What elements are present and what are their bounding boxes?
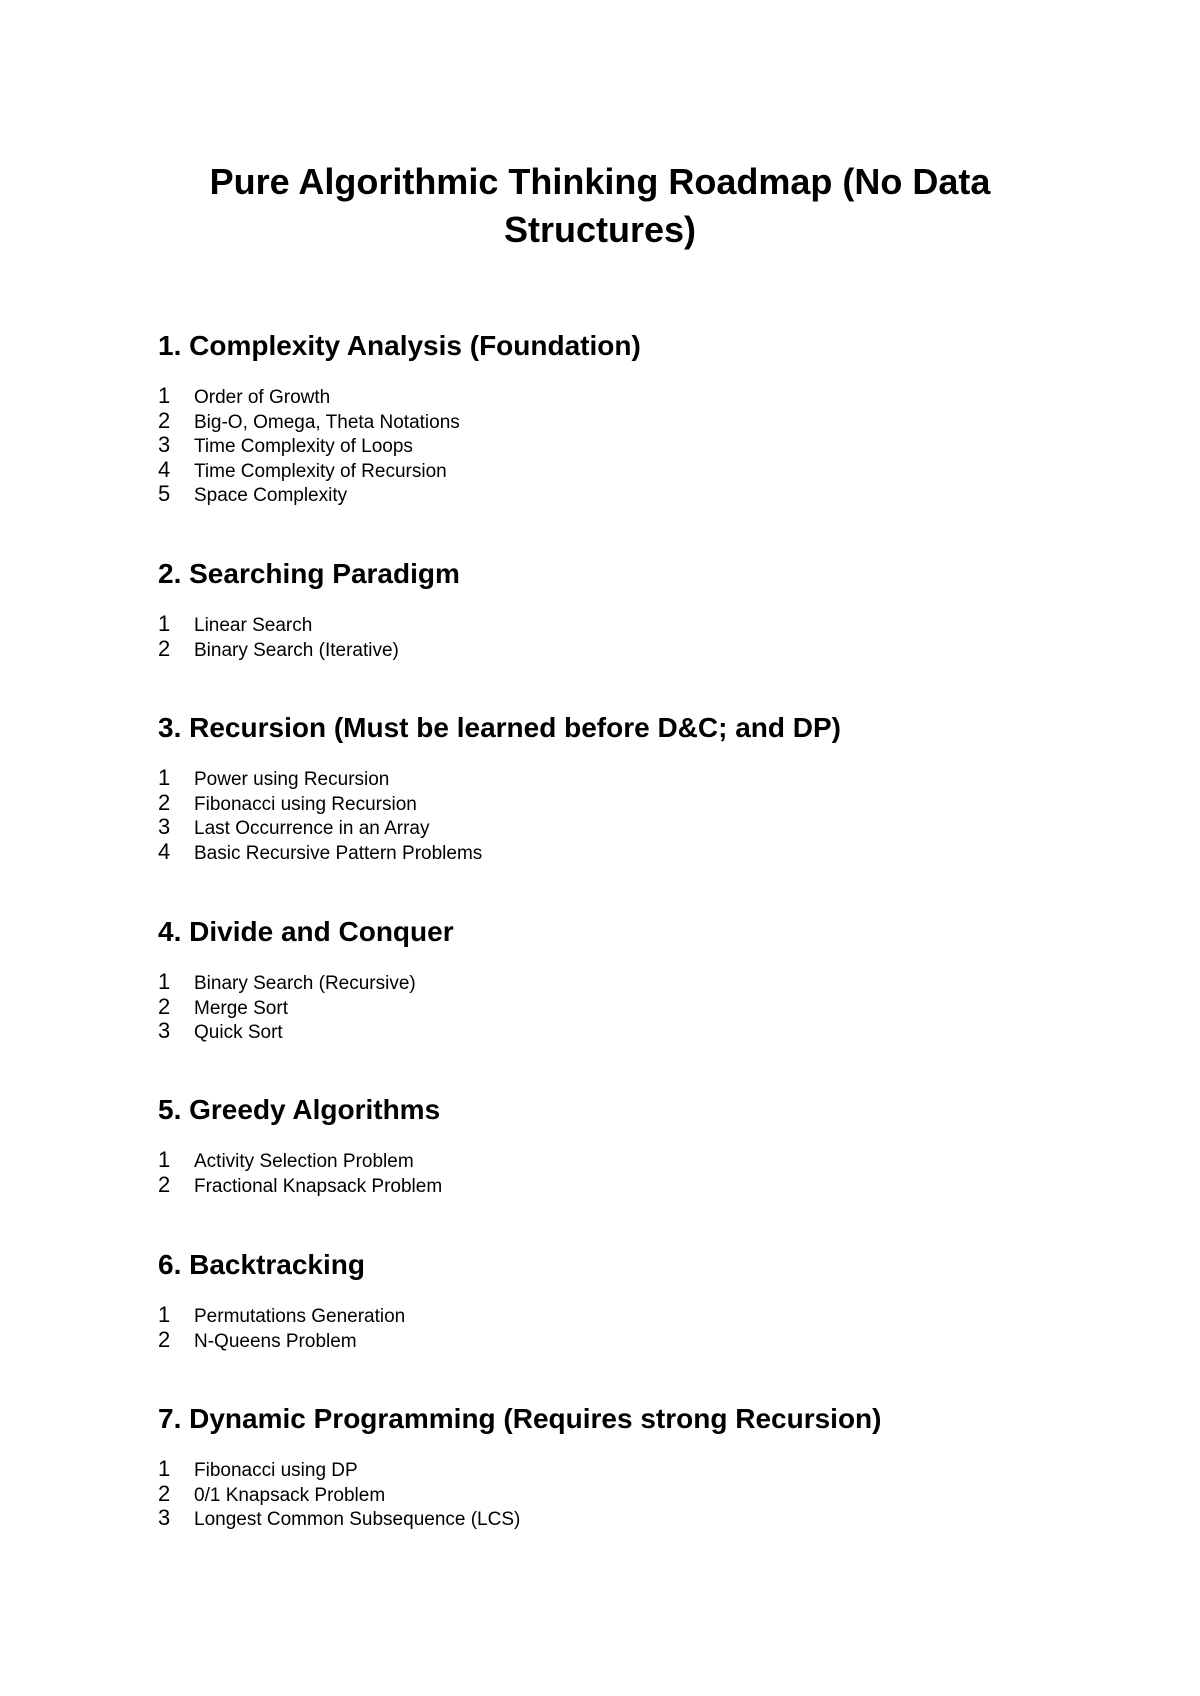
- section-searching-paradigm: [158, 556, 1058, 661]
- item-number: 3: [158, 1018, 171, 1043]
- item-number: 1: [158, 1302, 171, 1327]
- section-backtracking: [158, 1247, 1058, 1352]
- item-text: Longest Common Subsequence (LCS): [194, 1509, 521, 1530]
- item-text: Fractional Knapsack Problem: [194, 1175, 443, 1197]
- item-number: 2: [158, 1326, 171, 1352]
- item-number: 2: [158, 789, 171, 815]
- section-heading: 4. Divide and Conquer: [158, 916, 454, 947]
- item-number: 1: [158, 1147, 171, 1172]
- item-text: Binary Search (Recursive): [194, 973, 416, 994]
- item-text: Time Complexity of Loops: [194, 436, 413, 457]
- section-heading: 6. Backtracking: [158, 1249, 365, 1280]
- list-item: [158, 840, 1058, 865]
- list-item: [158, 1173, 1058, 1198]
- item-number: 5: [158, 481, 171, 506]
- item-text: Time Complexity of Recursion: [194, 460, 447, 482]
- item-number: 2: [158, 635, 171, 661]
- list-item: [158, 612, 1058, 637]
- item-text: 0/1 Knapsack Problem: [194, 1484, 386, 1506]
- item-text: N-Queens Problem: [194, 1330, 357, 1352]
- section-heading: 5. Greedy Algorithms: [158, 1094, 441, 1125]
- list-item: [158, 1148, 1058, 1173]
- item-number: 2: [158, 407, 171, 433]
- item-text: Space Complexity: [194, 485, 348, 506]
- section-heading: 7. Dynamic Programming (Requires strong Recursion): [158, 1403, 882, 1434]
- section-greedy-algorithms: [158, 1092, 1058, 1197]
- list-item: [158, 433, 1058, 458]
- item-number: 3: [158, 814, 171, 839]
- list-item: [158, 1019, 1058, 1044]
- item-number: 2: [158, 993, 171, 1019]
- list-item: [158, 458, 1058, 483]
- list-item: [158, 384, 1058, 409]
- list-item: [158, 970, 1058, 995]
- section-heading: 1. Complexity Analysis (Foundation): [158, 330, 641, 361]
- section-complexity-analysis: [158, 328, 1058, 507]
- item-number: 3: [158, 432, 171, 457]
- item-number: 1: [158, 969, 171, 994]
- page-title: Pure Algorithmic Thinking Roadmap (No Data Structures): [209, 161, 991, 250]
- section-divide-and-conquer: [158, 914, 1058, 1044]
- item-text: Merge Sort: [194, 997, 288, 1019]
- item-number: 4: [158, 456, 171, 482]
- item-text: Fibonacci using Recursion: [194, 793, 417, 815]
- item-number: 1: [158, 1456, 171, 1481]
- section-recursion: [158, 710, 1058, 864]
- item-text: Power using Recursion: [194, 769, 390, 790]
- item-number: 2: [158, 1480, 171, 1506]
- item-text: Basic Recursive Pattern Problems: [194, 842, 483, 864]
- item-number: 1: [158, 383, 171, 408]
- list-item: [158, 1457, 1058, 1482]
- item-text: Activity Selection Problem: [194, 1151, 414, 1172]
- item-text: Order of Growth: [194, 387, 331, 408]
- item-text: Permutations Generation: [194, 1306, 406, 1327]
- list-item: [158, 766, 1058, 791]
- item-number: 4: [158, 838, 171, 864]
- section-dynamic-programming: [158, 1401, 1058, 1531]
- item-text: Linear Search: [194, 615, 313, 636]
- item-number: 3: [158, 1505, 171, 1530]
- list-item: [158, 815, 1058, 840]
- item-number: 2: [158, 1171, 171, 1197]
- list-item: [158, 1328, 1058, 1353]
- list-item: [158, 409, 1058, 434]
- list-item: [158, 1303, 1058, 1328]
- item-text: Last Occurrence in an Array: [194, 818, 430, 839]
- item-text: Binary Search (Iterative): [194, 639, 399, 661]
- list-item: [158, 482, 1058, 507]
- section-heading: 3. Recursion (Must be learned before D&C; and DP): [158, 712, 841, 743]
- list-item: [158, 1482, 1058, 1507]
- item-text: Fibonacci using DP: [194, 1460, 358, 1481]
- list-item: [158, 637, 1058, 662]
- item-text: Big-O, Omega, Theta Notations: [194, 411, 460, 433]
- section-heading: 2. Searching Paradigm: [158, 558, 460, 589]
- item-number: 1: [158, 765, 171, 790]
- list-item: [158, 1506, 1058, 1531]
- item-number: 1: [158, 611, 171, 636]
- list-item: [158, 791, 1058, 816]
- item-text: Quick Sort: [194, 1022, 283, 1043]
- list-item: [158, 995, 1058, 1020]
